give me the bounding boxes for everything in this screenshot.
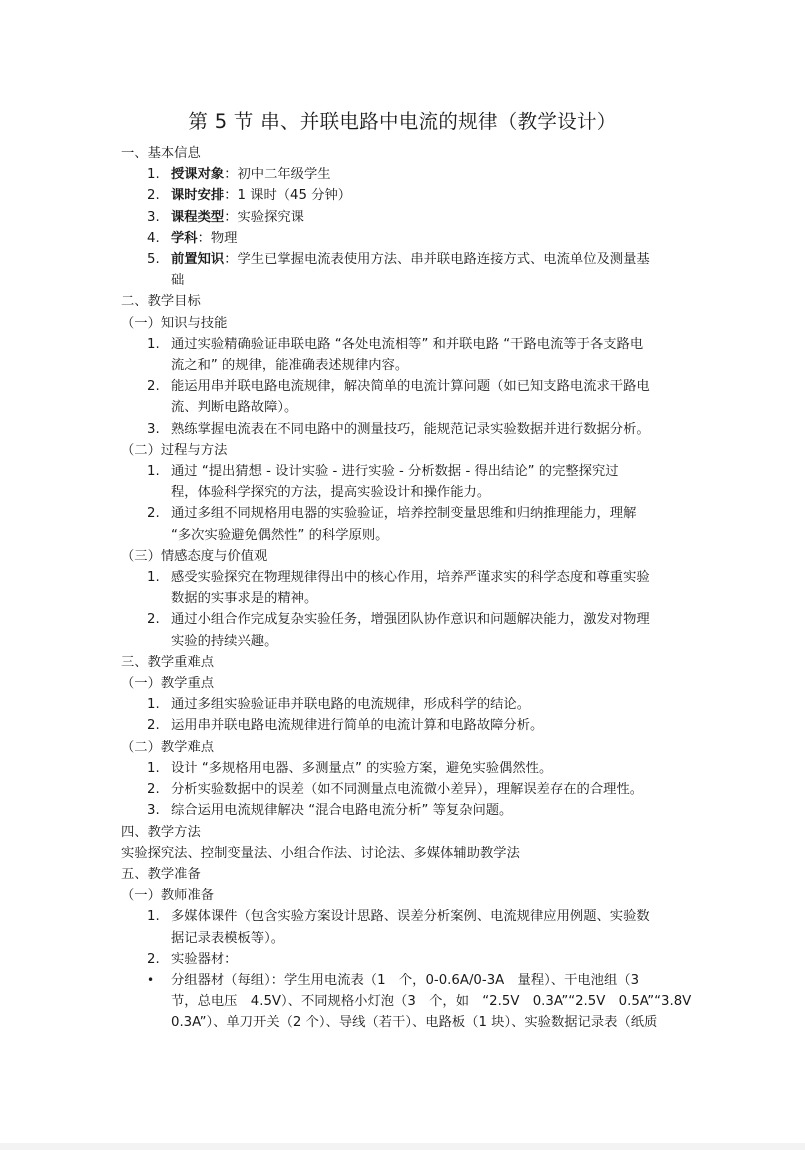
item-number: 1. [147,760,160,776]
section-heading-methods: 四、教学方法 [121,824,201,840]
item-value: ：1 课时（45 分钟） [224,188,352,204]
item-text: 感受实验探究在物理规律得出中的核心作用，培养严谨求实的科学态度和尊重实验 [171,570,650,586]
item-number: 5. [147,252,160,268]
section-heading-objectives: 二、教学目标 [121,294,201,310]
item-text: 通过小组合作完成复杂实验任务，增强团队协作意识和问题解决能力，激发对物理 [171,612,650,628]
list-item [0,694,805,715]
list-item [0,758,805,779]
item-continuation: 数据的实事求是的精神。 [171,591,318,607]
item-number: 2. [147,612,160,628]
list-item [0,185,805,206]
section-heading-key-points: 三、教学重难点 [121,654,215,670]
item-number: 2. [147,188,160,204]
bullet-icon: • [147,972,155,987]
item-value: ：初中二年级学生 [224,167,331,183]
list-item [0,779,805,800]
list-item [0,164,805,185]
item-text: 通过多组实验验证串并联电路的电流规律，形成科学的结论。 [171,697,531,713]
list-item [0,207,805,228]
item-continuation: 础 [171,273,185,289]
item-continuation: “多次实验避免偶然性” 的科学原则。 [171,527,389,543]
page-title: 第 5 节 串、并联电路中电流的规律（教学设计） [188,110,617,133]
item-text: 设计 “多规格用电器、多测量点” 的实验方案，避免实验偶然性。 [171,760,553,776]
item-text: 熟练掌握电流表在不同电路中的测量技巧，能规范记录实验数据并进行数据分析。 [171,421,650,437]
item-continuation: 流、判断电路故障）。 [171,400,298,416]
list-item [0,376,805,397]
item-number: 3. [147,803,160,819]
item-value: ：实验探究课 [224,209,304,225]
item-number: 3. [147,209,160,225]
subsection-heading: （二）教学难点 [121,739,215,755]
item-value: ：学生已掌握电流表使用方法、串并联电路连接方式、电流单位及测量基 [224,252,650,268]
section-heading-basic-info: 一、基本信息 [121,146,201,161]
item-number: 2. [147,951,160,967]
item-continuation: 程，体验科学探究的方法，提高实验设计和操作能力。 [171,485,491,501]
item-number: 2. [147,782,160,798]
item-continuation: 流之和” 的规律，能准确表述规律内容。 [171,358,409,374]
subsection-heading: （一）知识与技能 [121,315,228,331]
item-number: 1. [147,697,160,713]
item-key: 课时安排 [171,188,225,204]
list-item [0,249,805,270]
methods-text: 实验探究法、控制变量法、小组合作法、讨论法、多媒体辅助教学法 [121,845,520,861]
item-number: 2. [147,718,160,734]
item-text: 综合运用电流规律解决 “混合电路电流分析” 等复杂问题。 [171,803,513,819]
list-item [0,609,805,630]
list-item [0,715,805,736]
list-item [0,800,805,821]
item-text: 运用串并联电路电流规律进行简单的电流计算和电路故障分析。 [171,718,544,734]
item-value: ：物理 [197,230,238,246]
list-item [0,503,805,524]
item-number: 1. [147,464,160,480]
item-continuation: 据记录表模板等）。 [171,930,285,946]
item-text: 实验器材： [171,951,238,967]
subsection-heading: （三）情感态度与价值观 [121,548,268,564]
list-item [0,567,805,588]
list-item [0,461,805,482]
item-key: 授课对象 [171,167,225,183]
item-number: 2. [147,379,160,395]
list-item [0,228,805,249]
item-text: 通过实验精确验证串联电路 “各处电流相等” 和并联电路 “干路电流等于各支路电 [171,336,644,352]
bullet-continuation: 节，总电压 4.5V）、不同规格小灯泡（3 个，如 “2.5V 0.3A”“2.5V 0.5A”“3.8V [171,994,692,1010]
bullet-continuation: 0.3A”）、单刀开关（2 个）、导线（若干）、电路板（1 块）、实验数据记录表（纸质 [171,1015,658,1031]
item-number: 4. [147,230,160,246]
item-text: 能运用串并联电路电流规律，解决简单的电流计算问题（如已知支路电流求干路电 [171,379,650,395]
item-key: 课程类型 [171,209,225,225]
item-key: 学科 [171,230,198,246]
item-text: 通过 “提出猜想 - 设计实验 - 进行实验 - 分析数据 - 得出结论” 的完整探究过 [171,464,619,480]
bullet-item [0,970,805,991]
item-text: 分析实验数据中的误差（如不同测量点电流微小差异），理解误差存在的合理性。 [171,782,644,798]
bullet-text: 分组器材（每组）：学生用电流表（1 个，0-0.6A/0-3A 量程）、干电池组（3 [171,972,640,988]
list-item [0,949,805,970]
list-item [0,906,805,927]
item-text: 多媒体课件（包含实验方案设计思路、误差分析案例、电流规律应用例题、实验数 [171,909,650,925]
subsection-heading: （一）教师准备 [121,888,215,904]
item-continuation: 实验的持续兴趣。 [171,633,278,649]
list-item [0,419,805,440]
item-number: 1. [147,336,160,352]
item-number: 3. [147,421,160,437]
document-body [0,107,805,1034]
item-number: 2. [147,506,160,522]
item-number: 1. [147,167,160,183]
item-key: 前置知识 [171,252,225,268]
list-item [0,334,805,355]
section-heading-preparation: 五、教学准备 [121,866,201,882]
item-number: 1. [147,570,160,586]
item-text: 通过多组不同规格用电器的实验验证，培养控制变量思维和归纳推理能力，理解 [171,506,637,522]
item-number: 1. [147,909,160,925]
subsection-heading: （一）教学重点 [121,676,215,692]
subsection-heading: （二）过程与方法 [121,442,228,458]
